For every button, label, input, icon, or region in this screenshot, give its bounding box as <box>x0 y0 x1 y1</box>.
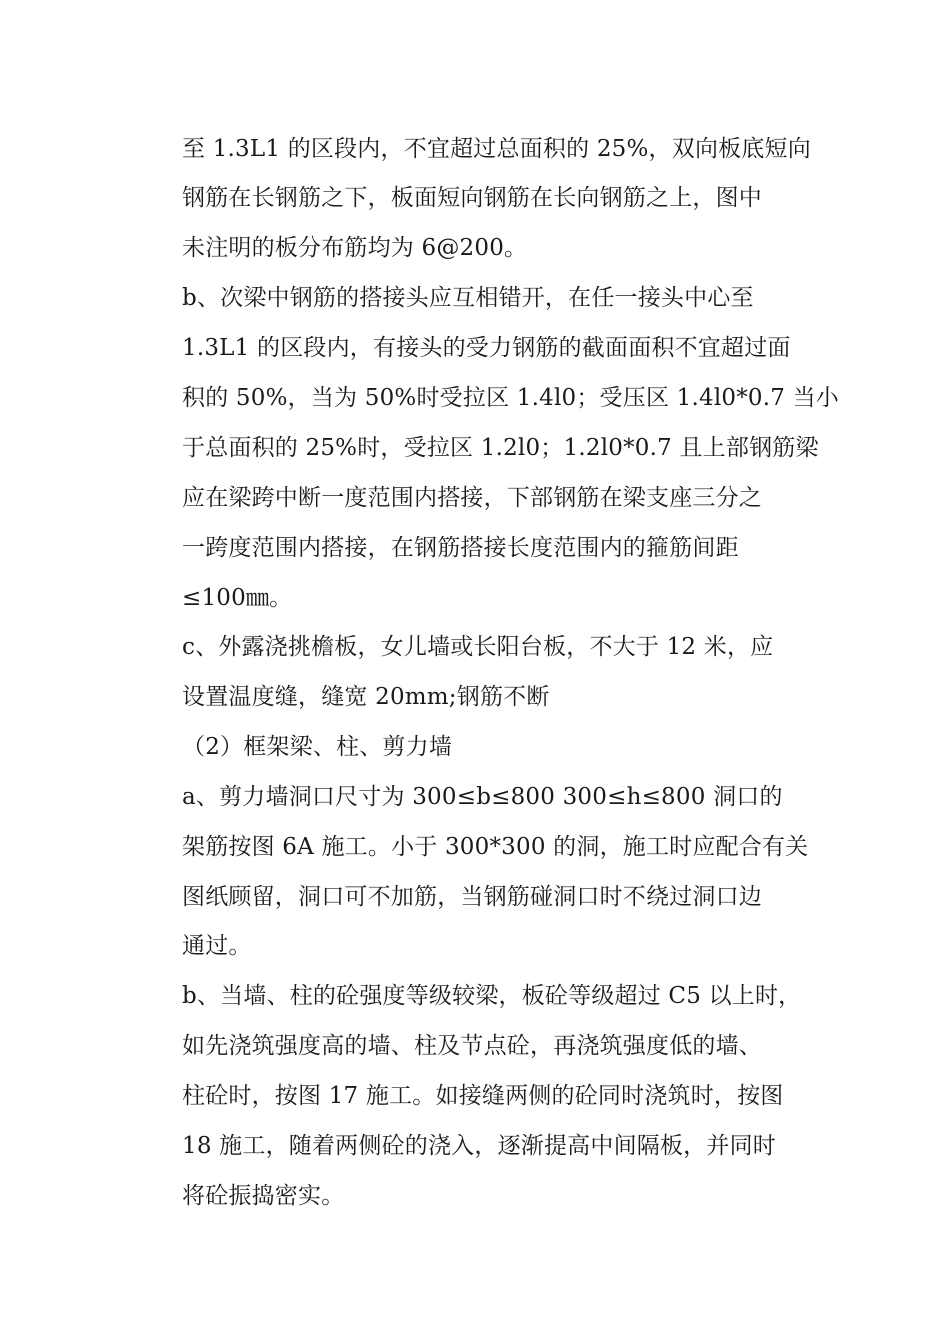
text-line: 钢筋在长钢筋之下，板面短向钢筋在长向钢筋之上，图中 <box>182 185 762 211</box>
text-line: （2）框架梁、柱、剪力墙 <box>182 734 453 760</box>
text-line: 一跨度范围内搭接，在钢筋搭接长度范围内的箍筋间距 <box>182 535 739 561</box>
text-line: 柱砼时，按图 17 施工。如接缝两侧的砼同时浇筑时，按图 <box>182 1083 784 1109</box>
text-line: 架筋按图 6A 施工。小于 300*300 的洞，施工时应配合有关 <box>182 834 809 860</box>
text-line: c、外露浇挑檐板，女儿墙或长阳台板，不大于 12 米，应 <box>182 634 774 660</box>
text-line: b、次梁中钢筋的搭接头应互相错开，在任一接头中心至 <box>182 285 754 311</box>
text-line: 设置温度缝，缝宽 20mm;钢筋不断 <box>182 684 550 710</box>
text-line: 至 1.3L1 的区段内，不宜超过总面积的 25%，双向板底短向 <box>182 136 811 162</box>
text-line: 图纸顾留，洞口可不加筋，当钢筋碰洞口时不绕过洞口边 <box>182 884 762 910</box>
text-line: 积的 50%，当为 50%时受拉区 1.4l0；受压区 1.4l0*0.7 当小 <box>182 385 840 411</box>
text-line: 1.3L1 的区段内，有接头的受力钢筋的截面面积不宜超过面 <box>182 335 791 361</box>
text-line: 未注明的板分布筋均为 6@200。 <box>182 235 528 261</box>
text-line: 如先浇筑强度高的墙、柱及节点砼，再浇筑强度低的墙、 <box>182 1033 762 1059</box>
text-line: a、剪力墙洞口尺寸为 300≤b≤800 300≤h≤800 洞口的 <box>182 784 783 810</box>
text-line: ≤100㎜。 <box>182 585 293 611</box>
text-line: 18 施工，随着两侧砼的浇入，逐渐提高中间隔板，并同时 <box>182 1133 776 1159</box>
text-line: 于总面积的 25%时，受拉区 1.2l0；1.2l0*0.7 且上部钢筋梁 <box>182 435 819 461</box>
text-line: b、当墙、柱的砼强度等级较梁，板砼等级超过 C5 以上时， <box>182 983 802 1009</box>
text-line: 将砼振捣密实。 <box>182 1183 345 1209</box>
text-line: 通过。 <box>182 933 252 959</box>
text-line: 应在梁跨中断一度范围内搭接，下部钢筋在梁支座三分之 <box>182 485 762 511</box>
